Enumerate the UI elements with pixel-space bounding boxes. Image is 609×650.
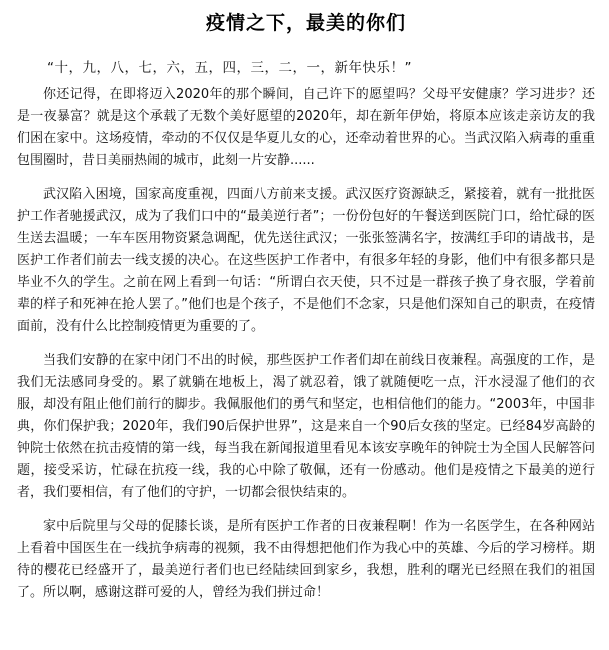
countdown-quote: “十，九，八，七，六，五，四，三，二，一，新年快乐！”: [47, 60, 412, 76]
paragraph-2: 武汉陷入困境，国家高度重视，四面八方前来支援。武汉医疗资源缺乏，紧接着，就有一批批医护工作者驰援武汉，成为了我们口中的“最美逆行者”；一份份包好的午餐送到医院门口，给忙碌的医生送去温暖；一车车医用物资紧急调配，优先送往武汉；一张张签满名字，按满红手印的请战书，是医护工作者们前去一线支援的决心。在这些医护工作者中，有很多年轻的身影，他们中有很多都只是毕业不久的学生。之前在网上看到一句话：“所谓白衣天使，只不过是一群孩子换了身衣服，学着前辈的样子和死神在抢人罢了。”他们也是个孩子，不是他们不念家，只是他们深知自己的职责，在疫情面前，没有什么比控制疫情更为重要的了。: [17, 187, 595, 334]
paragraph-3: 当我们安静的在家中闭门不出的时候，那些医护工作者们却在前线日夜兼程。高强度的工作，是我们无法感同身受的。累了就躺在地板上，渴了就忍着，饿了就随便吃一点，汗水浸湿了他们的衣服，却没有阻止他们前行的脚步。我佩服他们的勇气和坚定，也相信他们的能力。“2003年，中国非典，你们保护我；2020年，我们90后保护世界”，这是来自一个90后女孩的坚定。已经84岁高龄的钟院士依然在抗击疫情的第一线，每当我在新闻报道里看见本该安享晚年的钟院士为全国人民解答问题，接受采访，忙碌在抗疫一线，我的心中除了敬佩，还有一份感动。他们是疫情之下最美的逆行者，我们要相信，有了他们的守护，一切都会很快结束的。: [17, 353, 595, 500]
document-title: 疫情之下，最美的你们: [205, 12, 406, 34]
paragraph-1: 你还记得，在即将迈入2020年的那个瞬间，自己许下的愿望吗？父母平安健康？学习进步？还是一夜暴富？就是这个承载了无数个美好愿望的2020年，却在新年伊始，将原本应该走亲访友的我们困在家中。这场疫情，牵动的不仅仅是华夏儿女的心，还牵动着世界的心。当武汉陷入病毒的重重包围圈时，昔日美丽热闹的城市，此刻一片安静......: [17, 87, 595, 168]
paragraph-4: 家中后院里与父母的促膝长谈，是所有医护工作者的日夜兼程啊！作为一名医学生，在各种网站上看着中国医生在一线抗争病毒的视频，我不由得想把他们作为我心中的英雄、今后的学习榜样。期待的樱花已经盛开了，最美逆行者们也已经陆续回到家乡，我想，胜利的曙光已经照在我们的祖国了。所以啊，感谢这群可爱的人，曾经为我们拼过命！: [17, 519, 595, 600]
